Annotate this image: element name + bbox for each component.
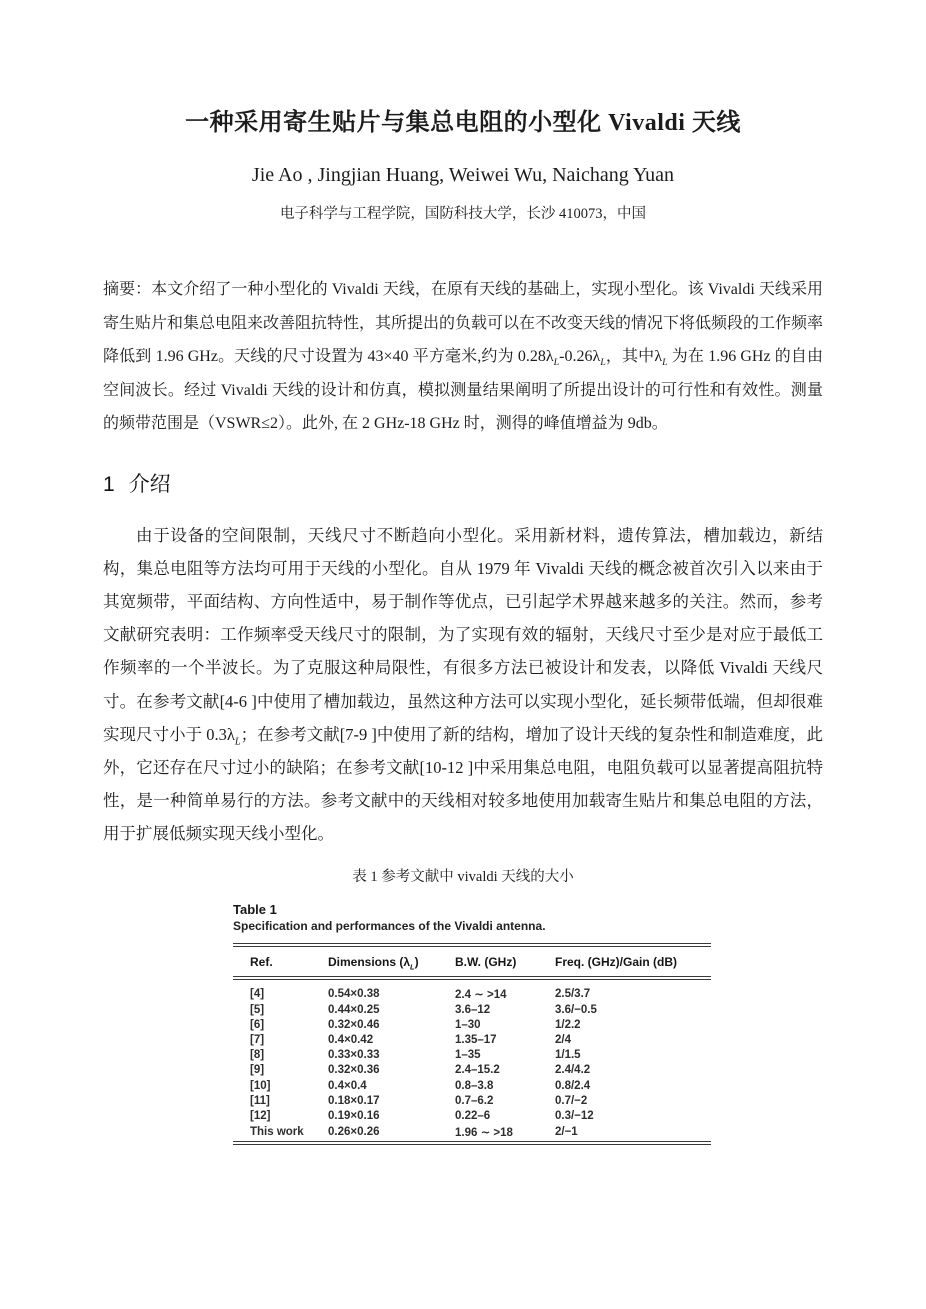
ref-cell: [6]: [250, 1018, 265, 1031]
bw-cell: 0.22–6: [455, 1110, 491, 1123]
freq-gain-cell: 2.4/4.2: [555, 1064, 591, 1077]
table-caption-zh: 表 1 参考文献中 vivaldi 天线的大小: [352, 868, 574, 885]
table-row: [233, 1048, 711, 1063]
bw-cell: 0.8–3.8: [455, 1079, 494, 1092]
table-row: [233, 1124, 711, 1143]
table-row: [233, 1017, 711, 1032]
dimensions-cell: 0.19×0.16: [328, 1110, 380, 1123]
table-label: Table 1: [233, 901, 277, 917]
dimensions-cell: 0.44×0.25: [328, 1003, 380, 1016]
bw-cell: 3.6–12: [455, 1003, 491, 1016]
specs-table: [233, 943, 711, 1145]
freq-gain-cell: 2/−1: [555, 1126, 578, 1139]
column-header-dimensions: Dimensions $(\lambda_L)$: [328, 945, 455, 978]
paper-title: 一种采用寄生贴片与集总电阻的小型化 Vivaldi 天线: [185, 110, 741, 136]
ref-cell: [10]: [250, 1079, 271, 1092]
affiliation-line: 电子科学与工程学院，国防科技大学，长沙 410073，中国: [279, 206, 647, 222]
bw-cell: 1.35–17: [455, 1034, 497, 1047]
column-header-bw: B.W. (GHz): [455, 945, 555, 978]
dimensions-cell: 0.33×0.33: [328, 1049, 380, 1062]
table-row: [233, 1033, 711, 1048]
bw-cell: 1.96 ∼ >18: [455, 1127, 513, 1140]
dimensions-cell: 0.32×0.36: [328, 1064, 380, 1077]
table-row: [233, 1108, 711, 1123]
table-row: [233, 1002, 711, 1017]
ref-cell: [7]: [250, 1034, 265, 1047]
table-row: [233, 1063, 711, 1078]
bw-cell: 1–35: [455, 1049, 481, 1062]
dimensions-cell: 0.54×0.38: [328, 987, 380, 1000]
abstract-paragraph: 摘要：本文介绍了一种小型化的 Vivaldi 天线，在原有天线的基础上，实现小型化。该 Vivaldi 天线采用寄生贴片和集总电阻来改善阻抗特性，其所提出的负载可以在不改变天线的情况下将低频段的工作频率降低到 1.96 GHz。天线的尺寸设置为 43×40 平方毫米,约为 $0.28\lambda_L-0.26\lambda_L$，其中$\lambda_L$ 为在 1.96 GHz 的自由空间波长。经过 Vivaldi 天线的设计和仿真，模拟测量结果阐明了所提出设计的可行性和有效性。测量的频带范围是（VSWR≤2）。此外, 在 2 GHz-18 GHz 时，测得的峰值增益为 9db。: [103, 281, 824, 432]
table-row: [233, 1078, 711, 1093]
freq-gain-cell: 1/2.2: [555, 1018, 581, 1031]
bw-cell: 2.4 ∼ >14: [455, 988, 507, 1001]
authors-line: Jie Ao , Jingjian Huang, Weiwei Wu, Naichang Yuan: [251, 164, 675, 186]
dimensions-cell: 0.32×0.46: [328, 1018, 380, 1031]
ref-cell: This work: [250, 1126, 304, 1139]
dimensions-cell: 0.18×0.17: [328, 1094, 380, 1107]
freq-gain-cell: 0.3/−12: [555, 1110, 594, 1123]
freq-gain-cell: 1/1.5: [555, 1049, 581, 1062]
bw-cell: 2.4–15.2: [455, 1064, 500, 1077]
ref-cell: [9]: [250, 1064, 265, 1077]
table1-figure: [233, 902, 711, 1145]
freq-gain-cell: 2.5/3.7: [555, 987, 591, 1000]
section-title: 介绍: [128, 472, 171, 496]
bw-cell: 0.7–6.2: [455, 1094, 494, 1107]
column-header-ref: Ref.: [233, 945, 328, 978]
freq-gain-cell: 3.6/−0.5: [555, 1003, 597, 1016]
column-header-freq-gain: Freq. (GHz)/Gain (dB): [555, 945, 711, 978]
freq-gain-cell: 2/4: [555, 1034, 571, 1047]
section-1-heading: [103, 471, 926, 499]
table-row: [233, 1093, 711, 1108]
table-caption-en: Specification and performances of the Vivaldi antenna.: [233, 918, 546, 933]
dimensions-cell: 0.4×0.4: [328, 1079, 367, 1092]
table-row: [233, 978, 711, 1003]
freq-gain-cell: 0.7/−2: [555, 1094, 588, 1107]
dimensions-cell: 0.4×0.42: [328, 1034, 374, 1047]
dimensions-cell: 0.26×0.26: [328, 1126, 380, 1139]
introduction-paragraph: 由于设备的空间限制，天线尺寸不断趋向小型化。采用新材料，遗传算法，槽加载边，新结构，集总电阻等方法均可用于天线的小型化。自从 1979 年 Vivaldi 天线的概念被首次引入以来由于其宽频带，平面结构、方向性适中，易于制作等优点，已引起学术界越来越多的关注。然而，参考文献研究表明：工作频率受天线尺寸的限制，为了实现有效的辐射，天线尺寸至少是对应于最低工作频率的一个半波长。为了克服这种局限性，有很多方法已被设计和发表，以降低 Vivaldi 天线尺寸。在参考文献[4-6 ]中使用了槽加载边，虽然这种方法可以实现小型化，延长频带低端，但却很难实现尺寸小于 $0.3\lambda_L$；在参考文献[7-9 ]中使用了新的结构，增加了设计天线的复杂性和制造难度，此外，它还存在尺寸过小的缺陷；在参考文献[10-12 ]中采用集总电阻，电阻负载可以显著提高阻抗特性，是一种简单易行的方法。参考文献中的天线相对较多地使用加载寄生贴片和集总电阻的方法，用于扩展低频实现天线小型化。: [103, 525, 823, 844]
freq-gain-cell: 0.8/2.4: [555, 1079, 591, 1092]
section-number: 1: [103, 472, 115, 496]
ref-cell: [5]: [250, 1003, 265, 1016]
ref-cell: [11]: [250, 1094, 270, 1107]
bw-cell: 1–30: [455, 1018, 481, 1031]
ref-cell: [12]: [250, 1110, 271, 1123]
ref-cell: [4]: [250, 987, 265, 1000]
table-header-row: [233, 945, 711, 978]
ref-cell: [8]: [250, 1049, 265, 1062]
